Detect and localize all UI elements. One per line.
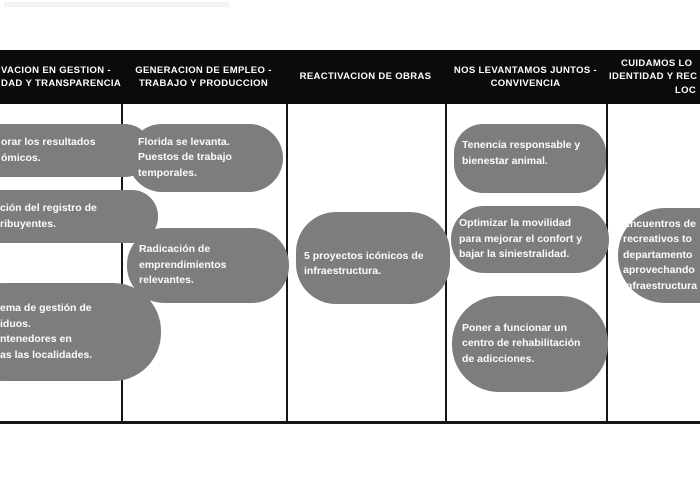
- pill-optimizar-movilidad: [451, 206, 609, 273]
- pill-line: Radicación de: [139, 243, 211, 256]
- pill-encuentros-recreativos: [618, 208, 700, 303]
- pill-line: para mejorar el confort y: [459, 232, 583, 245]
- header-line: GENERACION DE EMPLEO -: [135, 64, 272, 76]
- pill-line: emprendimientos: [139, 258, 227, 271]
- pill-line: bajar la siniestralidad.: [459, 248, 570, 261]
- pill-line: ómicos.: [1, 151, 41, 164]
- pill-line: relevantes.: [139, 274, 194, 287]
- header-line: CONVIVENCIA: [490, 78, 561, 89]
- pill-line: aprovechando: [623, 264, 695, 277]
- pill-line: centro de rehabilitación: [462, 337, 581, 350]
- pill-line: bienestar animal.: [462, 154, 548, 167]
- pill-registro-contribuyentes: [0, 190, 158, 243]
- pill-florida-se-levanta: [128, 124, 283, 192]
- header-line: LOC: [675, 84, 697, 96]
- pill-line: de adicciones.: [462, 352, 535, 365]
- column-header-reactivacion-obras: [286, 50, 445, 104]
- pill-line: ntenedores en: [0, 333, 72, 345]
- column-header-identidad-local: [606, 50, 700, 104]
- pill-line: departamento: [623, 248, 693, 261]
- column-header-convivencia: [445, 50, 606, 104]
- pill-gestion-residuos: [0, 283, 161, 381]
- pill-line: Puestos de trabajo: [138, 151, 232, 164]
- pill-line: infraestructura.: [304, 265, 382, 277]
- pill-line: 5 proyectos icónicos de: [304, 249, 424, 262]
- pill-line: ribuyentes.: [0, 217, 57, 230]
- pill-centro-rehabilitacion: [452, 296, 608, 392]
- cropped-text-remnant: [4, 2, 229, 7]
- pill-tenencia-responsable: [454, 124, 606, 193]
- header-line: VACION EN GESTION -: [1, 64, 111, 76]
- pill-line: ema de gestión de: [0, 302, 92, 314]
- header-line: DAD Y TRANSPARENCIA: [1, 78, 122, 89]
- header-line: TRABAJO Y PRODUCCION: [138, 78, 269, 89]
- pill-line: Optimizar la movilidad: [459, 217, 572, 230]
- pill-line: ción del registro de: [0, 202, 97, 214]
- pill-line: Encuentros de: [623, 217, 696, 230]
- pill-line: recreativos to: [623, 233, 692, 246]
- header-line: REACTIVACION DE OBRAS: [299, 71, 432, 83]
- column-divider: [606, 104, 608, 422]
- header-line: NOS LEVANTAMOS JUNTOS -: [453, 64, 598, 76]
- pill-line: Tenencia responsable y: [462, 139, 581, 151]
- pill-line: Poner a funcionar un: [462, 321, 568, 334]
- header-line: IDENTIDAD Y REC: [609, 71, 698, 83]
- pill-line: as las localidades.: [0, 348, 93, 361]
- pill-radicacion-emprendimientos: [127, 228, 289, 303]
- pill-line: iduos.: [0, 317, 31, 330]
- column-header-gestion-transparencia: [0, 50, 122, 104]
- pill-line: Florida se levanta.: [138, 135, 230, 148]
- pill-line: infraestructura: [623, 279, 698, 292]
- column-header-empleo-produccion: [121, 50, 286, 104]
- pill-line: temporales.: [138, 166, 197, 179]
- pill-proyectos-iconicos: [296, 212, 450, 304]
- table-bottom-border: [0, 421, 700, 424]
- header-line: CUIDAMOS LO: [621, 57, 693, 69]
- pill-line: orar los resultados: [1, 136, 96, 148]
